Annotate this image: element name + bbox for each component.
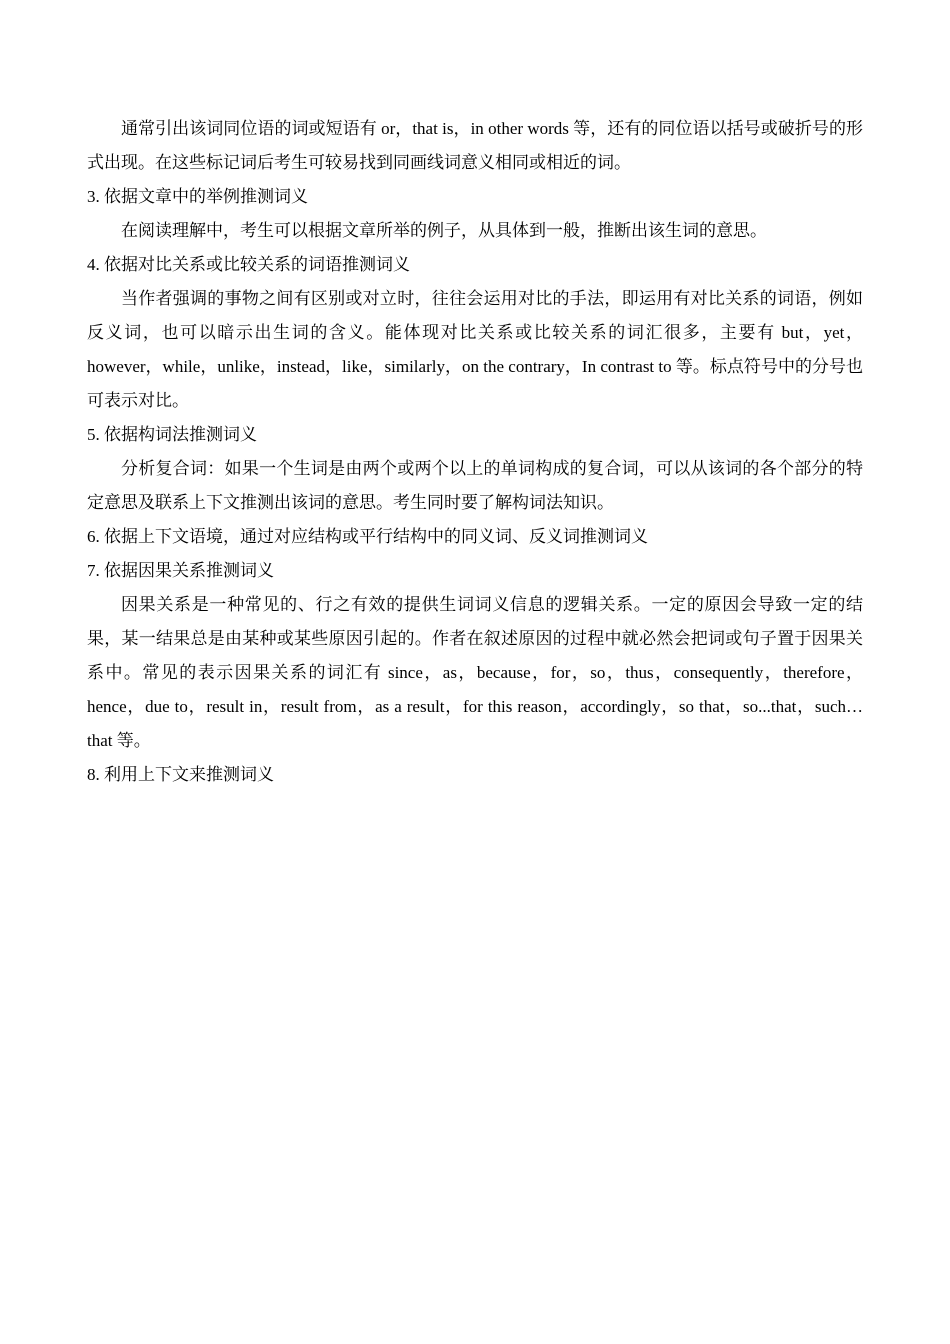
paragraph-examples: 在阅读理解中，考生可以根据文章所举的例子，从具体到一般，推断出该生词的意思。 [121,221,767,240]
heading-7-cause-effect: 7. 依据因果关系推测词义 [87,561,274,580]
paragraph-appositive-markers: 通常引出该词同位语的词或短语有 or，that is，in other words 等，还有的同位语以括号或破折号的形式出现。在这些标记词后考生可较易找到同画线词意义相同或相近的词。 [87,119,863,172]
heading-8-context: 8. 利用上下文来推测词义 [87,765,274,784]
document-page [87,112,863,792]
heading-6-parallel-structure: 6. 依据上下文语境，通过对应结构或平行结构中的同义词、反义词推测词义 [87,527,648,546]
heading-3-examples: 3. 依据文章中的举例推测词义 [87,187,308,206]
heading-4-contrast: 4. 依据对比关系或比较关系的词语推测词义 [87,255,410,274]
paragraph-contrast: 当作者强调的事物之间有区别或对立时，往往会运用对比的手法，即运用有对比关系的词语，例如反义词，也可以暗示出生词的含义。能体现对比关系或比较关系的词汇很多，主要有 but，yet，however，while，unlike，instead，like，similarly，on the contrary，In contrast to 等。标点符号中的分号也可表示对比。 [87,289,863,410]
paragraph-cause-effect: 因果关系是一种常见的、行之有效的提供生词词义信息的逻辑关系。一定的原因会导致一定的结果，某一结果总是由某种或某些原因引起的。作者在叙述原因的过程中就必然会把词或句子置于因果关系中。常见的表示因果关系的词汇有 since，as，because，for，so，thus，consequently，therefore，hence，due to，result in，result from，as a result，for this reason，accordingly，so that，so...that，such…that 等。 [87,595,863,750]
paragraph-word-formation: 分析复合词：如果一个生词是由两个或两个以上的单词构成的复合词，可以从该词的各个部分的特定意思及联系上下文推测出该词的意思。考生同时要了解构词法知识。 [87,459,863,512]
heading-5-word-formation: 5. 依据构词法推测词义 [87,425,257,444]
